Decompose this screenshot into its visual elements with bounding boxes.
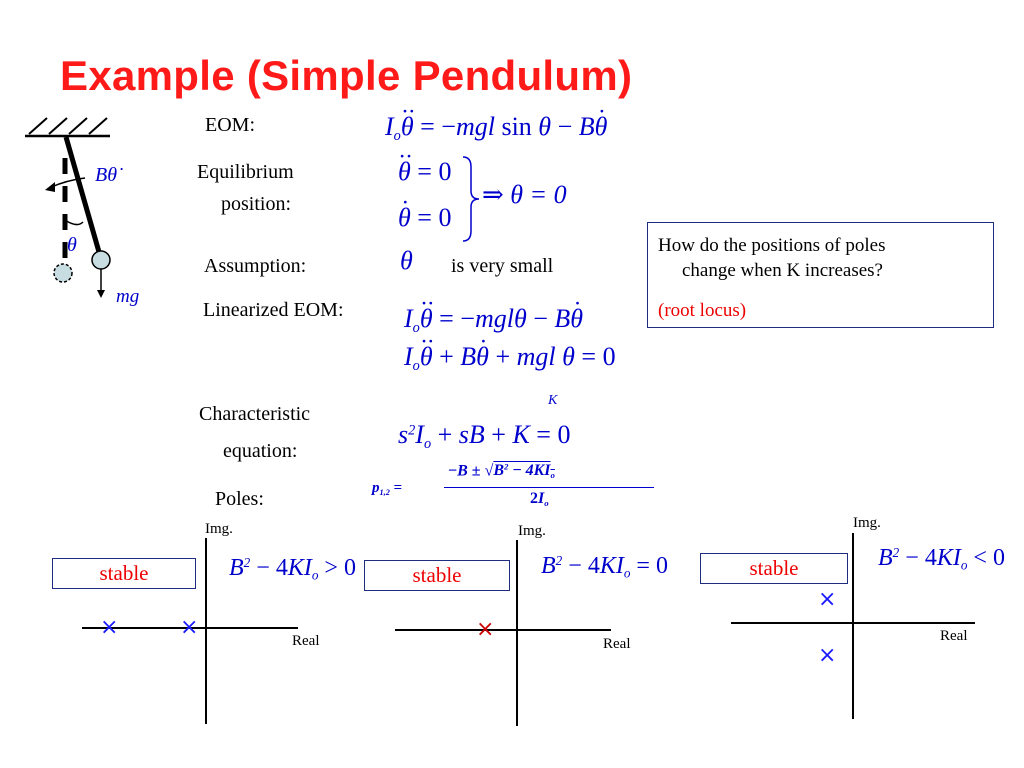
damping-label: Bθ̇ bbox=[95, 164, 118, 186]
discriminant-condition: $B^2 - 4KI_o < 0$ bbox=[878, 545, 1005, 573]
ceiling-hatch bbox=[29, 118, 47, 134]
characteristic-label-line2: equation: bbox=[223, 440, 298, 462]
characteristic-equation: $s^2I_o$ + sB + K = 0 bbox=[398, 420, 571, 452]
ceiling-hatch bbox=[89, 118, 107, 134]
imag-axis bbox=[516, 540, 518, 726]
imag-axis bbox=[205, 538, 207, 724]
real-axis bbox=[395, 629, 611, 631]
equilibrium-brace bbox=[461, 155, 481, 243]
poles-fraction-bar bbox=[444, 487, 654, 488]
discriminant-condition: $B^2 - 4KI_o = 0$ bbox=[541, 553, 668, 581]
characteristic-label-line1: Characteristic bbox=[199, 403, 311, 425]
pole-marker-upper: × bbox=[818, 587, 837, 612]
poles-label: Poles: bbox=[215, 488, 264, 510]
pole-marker-double: × bbox=[476, 617, 495, 642]
equilibrium-velocity-equation: · θ = 0 bbox=[398, 203, 451, 233]
stability-badge: stable bbox=[364, 560, 510, 591]
poles-numerator: $-B \pm √B^2 - 4KI_o$ bbox=[448, 462, 555, 481]
real-axis-label: Real bbox=[940, 628, 968, 644]
assumption-label: Assumption: bbox=[204, 255, 307, 277]
imag-axis bbox=[852, 533, 854, 719]
stability-badge: stable bbox=[700, 553, 848, 584]
question-line2: change when K increases? bbox=[682, 260, 883, 281]
eom-label: EOM: bbox=[205, 114, 255, 136]
assumption-theta: θ bbox=[400, 246, 413, 275]
poles-denominator: $2I_o$ bbox=[530, 490, 549, 509]
pole-marker: × bbox=[100, 615, 119, 640]
damping-arrowhead bbox=[45, 182, 55, 192]
ceiling-hatch bbox=[69, 118, 87, 134]
pole-marker: × bbox=[180, 615, 199, 640]
k-annotation: K bbox=[548, 393, 558, 408]
weight-label: mg bbox=[116, 286, 140, 307]
imag-axis-label: Img. bbox=[205, 521, 233, 537]
pendulum-bob bbox=[92, 251, 110, 269]
ceiling-hatch bbox=[49, 118, 67, 134]
root-locus-answer: (root locus) bbox=[658, 300, 747, 321]
linearized-eom-equation: $I_o\cdot\cdot \theta = -mgl\theta - B\cdot \theta$ bbox=[404, 304, 583, 337]
pole-marker-lower: × bbox=[818, 643, 837, 668]
poles-lhs: $p_{1,2}$ = bbox=[372, 480, 403, 497]
eom-equation: $I_o\cdot\cdot \theta = -mgl$ sin θ − B· θ bbox=[385, 112, 607, 145]
discriminant-condition: $B^2 - 4KI_o > 0$ bbox=[229, 555, 356, 583]
pendulum-diagram bbox=[15, 110, 165, 310]
question-line1: How do the positions of poles bbox=[658, 235, 886, 256]
real-axis-label: Real bbox=[603, 636, 631, 652]
linearized-eom-rearranged: $I_o\cdot\cdot \theta + B\cdot \theta$ + mgl θ = 0 bbox=[404, 342, 616, 375]
assumption-tail: is very small bbox=[451, 255, 554, 277]
real-axis-label: Real bbox=[292, 633, 320, 649]
slide-title: Example (Simple Pendulum) bbox=[60, 52, 633, 99]
angle-label: θ bbox=[67, 234, 77, 256]
equilibrium-result: ⇒ θ = 0 bbox=[482, 180, 567, 209]
stability-badge: stable bbox=[52, 558, 196, 589]
imag-axis-label: Img. bbox=[853, 515, 881, 531]
weight-arrowhead bbox=[97, 290, 105, 298]
linearized-eom-label: Linearized EOM: bbox=[203, 299, 344, 321]
equilibrium-label-line2: position: bbox=[221, 193, 292, 215]
imag-axis-label: Img. bbox=[518, 523, 546, 539]
bob-rest-position bbox=[54, 264, 72, 282]
equilibrium-acceleration-equation: ·· θ = 0 bbox=[398, 157, 451, 187]
angle-arc bbox=[65, 220, 83, 225]
equilibrium-label-line1: Equilibrium bbox=[197, 161, 294, 183]
root-locus-question bbox=[658, 233, 885, 283]
